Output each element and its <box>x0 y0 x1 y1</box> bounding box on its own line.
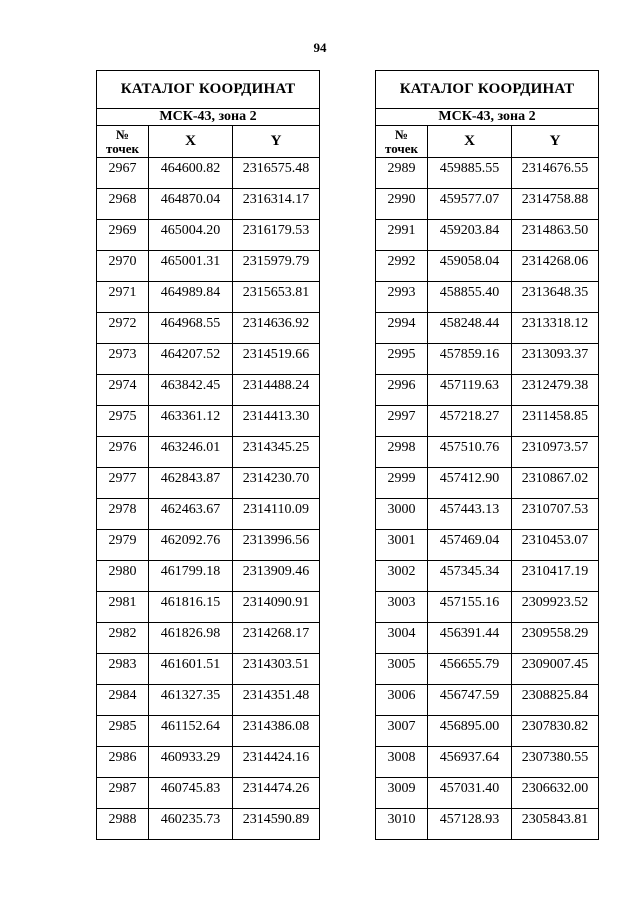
x-coordinate-cell: 456391.44 <box>428 623 512 654</box>
y-coordinate-cell: 2311458.85 <box>512 406 599 437</box>
point-number-cell: 3004 <box>376 623 428 654</box>
point-number-cell: 3001 <box>376 530 428 561</box>
table-row <box>97 685 320 716</box>
y-coordinate-cell: 2309923.52 <box>512 592 599 623</box>
point-number-cell: 2980 <box>97 561 149 592</box>
x-coordinate-cell: 457031.40 <box>428 778 512 809</box>
table-row <box>97 282 320 313</box>
x-coordinate-cell: 459203.84 <box>428 220 512 251</box>
table-row <box>97 220 320 251</box>
point-number-cell: 2971 <box>97 282 149 313</box>
y-coordinate-cell: 2314474.26 <box>233 778 320 809</box>
table-row <box>376 437 599 468</box>
column-header-points: точек <box>385 140 418 156</box>
table-row <box>376 406 599 437</box>
y-coordinate-cell: 2316575.48 <box>233 158 320 189</box>
table-row <box>376 530 599 561</box>
table-row <box>376 716 599 747</box>
x-coordinate-cell: 457412.90 <box>428 468 512 499</box>
x-coordinate-cell: 461816.15 <box>149 592 233 623</box>
table-row <box>376 282 599 313</box>
y-coordinate-cell: 2310973.57 <box>512 437 599 468</box>
point-number-cell: 3000 <box>376 499 428 530</box>
x-coordinate-cell: 460745.83 <box>149 778 233 809</box>
point-number-cell: 2972 <box>97 313 149 344</box>
x-coordinate-cell: 464600.82 <box>149 158 233 189</box>
x-coordinate-cell: 463842.45 <box>149 375 233 406</box>
y-coordinate-cell: 2307380.55 <box>512 747 599 778</box>
table-row <box>97 313 320 344</box>
x-coordinate-cell: 459577.07 <box>428 189 512 220</box>
column-header-number-sign: № <box>394 126 409 142</box>
y-coordinate-cell: 2312479.38 <box>512 375 599 406</box>
table-row <box>376 468 599 499</box>
y-coordinate-cell: 2314268.06 <box>512 251 599 282</box>
x-coordinate-cell: 458248.44 <box>428 313 512 344</box>
table-row <box>97 375 320 406</box>
table-row <box>376 561 599 592</box>
point-number-cell: 2979 <box>97 530 149 561</box>
column-header-x: X <box>428 126 512 158</box>
x-coordinate-cell: 457345.34 <box>428 561 512 592</box>
point-number-cell: 2991 <box>376 220 428 251</box>
x-coordinate-cell: 459885.55 <box>428 158 512 189</box>
column-header-y: Y <box>233 126 320 158</box>
coordinate-system-label: МСК-43, зона 2 <box>376 109 599 126</box>
coordinate-catalog-left <box>96 70 320 840</box>
x-coordinate-cell: 457218.27 <box>428 406 512 437</box>
y-coordinate-cell: 2314090.91 <box>233 592 320 623</box>
x-coordinate-cell: 456895.00 <box>428 716 512 747</box>
y-coordinate-cell: 2313648.35 <box>512 282 599 313</box>
x-coordinate-cell: 457443.13 <box>428 499 512 530</box>
y-coordinate-cell: 2314488.24 <box>233 375 320 406</box>
table-row <box>97 778 320 809</box>
table-row <box>97 344 320 375</box>
column-header-point-number <box>376 126 428 158</box>
point-number-cell: 2986 <box>97 747 149 778</box>
x-coordinate-cell: 457119.63 <box>428 375 512 406</box>
point-number-cell: 2977 <box>97 468 149 499</box>
x-coordinate-cell: 462092.76 <box>149 530 233 561</box>
catalog-title: КАТАЛОГ КООРДИНАТ <box>376 71 599 109</box>
y-coordinate-cell: 2314230.70 <box>233 468 320 499</box>
x-coordinate-cell: 456655.79 <box>428 654 512 685</box>
x-coordinate-cell: 461152.64 <box>149 716 233 747</box>
point-number-cell: 2976 <box>97 437 149 468</box>
column-header-point-number <box>97 126 149 158</box>
table-row <box>97 189 320 220</box>
table-row <box>376 809 599 840</box>
x-coordinate-cell: 462463.67 <box>149 499 233 530</box>
point-number-cell: 2973 <box>97 344 149 375</box>
point-number-cell: 3010 <box>376 809 428 840</box>
point-number-cell: 2989 <box>376 158 428 189</box>
column-header-points: точек <box>106 140 139 156</box>
point-number-cell: 2994 <box>376 313 428 344</box>
x-coordinate-cell: 456747.59 <box>428 685 512 716</box>
y-coordinate-cell: 2314758.88 <box>512 189 599 220</box>
x-coordinate-cell: 461826.98 <box>149 623 233 654</box>
y-coordinate-cell: 2314303.51 <box>233 654 320 685</box>
x-coordinate-cell: 457128.93 <box>428 809 512 840</box>
table-row <box>97 468 320 499</box>
y-coordinate-cell: 2305843.81 <box>512 809 599 840</box>
y-coordinate-cell: 2313318.12 <box>512 313 599 344</box>
x-coordinate-cell: 456937.64 <box>428 747 512 778</box>
table-row <box>376 778 599 809</box>
point-number-cell: 3006 <box>376 685 428 716</box>
x-coordinate-cell: 459058.04 <box>428 251 512 282</box>
point-number-cell: 2981 <box>97 592 149 623</box>
table-row <box>97 406 320 437</box>
table-row <box>376 592 599 623</box>
table-row <box>376 654 599 685</box>
coordinate-catalog-right <box>375 70 599 840</box>
y-coordinate-cell: 2306632.00 <box>512 778 599 809</box>
x-coordinate-cell: 457510.76 <box>428 437 512 468</box>
table-row <box>97 437 320 468</box>
y-coordinate-cell: 2314636.92 <box>233 313 320 344</box>
point-number-cell: 2968 <box>97 189 149 220</box>
point-number-cell: 2999 <box>376 468 428 499</box>
x-coordinate-cell: 464989.84 <box>149 282 233 313</box>
table-row <box>376 251 599 282</box>
y-coordinate-cell: 2310453.07 <box>512 530 599 561</box>
point-number-cell: 3009 <box>376 778 428 809</box>
x-coordinate-cell: 461799.18 <box>149 561 233 592</box>
point-number-cell: 2993 <box>376 282 428 313</box>
y-coordinate-cell: 2314110.09 <box>233 499 320 530</box>
y-coordinate-cell: 2310707.53 <box>512 499 599 530</box>
table-row <box>97 747 320 778</box>
point-number-cell: 3003 <box>376 592 428 623</box>
catalog-body <box>376 158 599 840</box>
point-number-cell: 2969 <box>97 220 149 251</box>
table-row <box>376 375 599 406</box>
y-coordinate-cell: 2308825.84 <box>512 685 599 716</box>
y-coordinate-cell: 2310867.02 <box>512 468 599 499</box>
point-number-cell: 2995 <box>376 344 428 375</box>
point-number-cell: 3007 <box>376 716 428 747</box>
y-coordinate-cell: 2315653.81 <box>233 282 320 313</box>
table-row <box>376 499 599 530</box>
table-row <box>97 158 320 189</box>
table-row <box>376 685 599 716</box>
y-coordinate-cell: 2310417.19 <box>512 561 599 592</box>
table-row <box>376 158 599 189</box>
y-coordinate-cell: 2316179.53 <box>233 220 320 251</box>
point-number-cell: 3008 <box>376 747 428 778</box>
point-number-cell: 2996 <box>376 375 428 406</box>
x-coordinate-cell: 464207.52 <box>149 344 233 375</box>
point-number-cell: 3005 <box>376 654 428 685</box>
point-number-cell: 2983 <box>97 654 149 685</box>
point-number-cell: 3002 <box>376 561 428 592</box>
point-number-cell: 2978 <box>97 499 149 530</box>
table-row <box>97 530 320 561</box>
y-coordinate-cell: 2314519.66 <box>233 344 320 375</box>
table-row <box>97 654 320 685</box>
y-coordinate-cell: 2314386.08 <box>233 716 320 747</box>
point-number-cell: 2974 <box>97 375 149 406</box>
table-row <box>376 220 599 251</box>
table-row <box>97 499 320 530</box>
x-coordinate-cell: 457155.16 <box>428 592 512 623</box>
x-coordinate-cell: 462843.87 <box>149 468 233 499</box>
point-number-cell: 2997 <box>376 406 428 437</box>
y-coordinate-cell: 2314424.16 <box>233 747 320 778</box>
table-row <box>97 809 320 840</box>
y-coordinate-cell: 2313996.56 <box>233 530 320 561</box>
x-coordinate-cell: 464870.04 <box>149 189 233 220</box>
point-number-cell: 2985 <box>97 716 149 747</box>
y-coordinate-cell: 2314351.48 <box>233 685 320 716</box>
y-coordinate-cell: 2315979.79 <box>233 251 320 282</box>
point-number-cell: 2998 <box>376 437 428 468</box>
point-number-cell: 2970 <box>97 251 149 282</box>
y-coordinate-cell: 2313909.46 <box>233 561 320 592</box>
x-coordinate-cell: 465004.20 <box>149 220 233 251</box>
point-number-cell: 2982 <box>97 623 149 654</box>
column-header-x: X <box>149 126 233 158</box>
y-coordinate-cell: 2309007.45 <box>512 654 599 685</box>
x-coordinate-cell: 457859.16 <box>428 344 512 375</box>
table-row <box>97 251 320 282</box>
y-coordinate-cell: 2314413.30 <box>233 406 320 437</box>
point-number-cell: 2984 <box>97 685 149 716</box>
catalog-title: КАТАЛОГ КООРДИНАТ <box>97 71 320 109</box>
y-coordinate-cell: 2314590.89 <box>233 809 320 840</box>
table-row <box>97 716 320 747</box>
table-row <box>97 592 320 623</box>
point-number-cell: 2967 <box>97 158 149 189</box>
y-coordinate-cell: 2316314.17 <box>233 189 320 220</box>
x-coordinate-cell: 463246.01 <box>149 437 233 468</box>
coordinate-system-label: МСК-43, зона 2 <box>97 109 320 126</box>
point-number-cell: 2992 <box>376 251 428 282</box>
x-coordinate-cell: 463361.12 <box>149 406 233 437</box>
page-number: 94 <box>313 40 327 55</box>
column-header-y: Y <box>512 126 599 158</box>
x-coordinate-cell: 457469.04 <box>428 530 512 561</box>
point-number-cell: 2988 <box>97 809 149 840</box>
y-coordinate-cell: 2313093.37 <box>512 344 599 375</box>
x-coordinate-cell: 465001.31 <box>149 251 233 282</box>
table-row <box>376 623 599 654</box>
y-coordinate-cell: 2314863.50 <box>512 220 599 251</box>
x-coordinate-cell: 461327.35 <box>149 685 233 716</box>
x-coordinate-cell: 461601.51 <box>149 654 233 685</box>
table-row <box>97 561 320 592</box>
table-row <box>376 189 599 220</box>
x-coordinate-cell: 460235.73 <box>149 809 233 840</box>
x-coordinate-cell: 464968.55 <box>149 313 233 344</box>
x-coordinate-cell: 458855.40 <box>428 282 512 313</box>
y-coordinate-cell: 2309558.29 <box>512 623 599 654</box>
column-header-number-sign: № <box>115 126 130 142</box>
table-row <box>97 623 320 654</box>
point-number-cell: 2987 <box>97 778 149 809</box>
table-row <box>376 747 599 778</box>
point-number-cell: 2990 <box>376 189 428 220</box>
table-row <box>376 313 599 344</box>
y-coordinate-cell: 2314676.55 <box>512 158 599 189</box>
table-row <box>376 344 599 375</box>
point-number-cell: 2975 <box>97 406 149 437</box>
x-coordinate-cell: 460933.29 <box>149 747 233 778</box>
y-coordinate-cell: 2314345.25 <box>233 437 320 468</box>
y-coordinate-cell: 2307830.82 <box>512 716 599 747</box>
catalog-body <box>97 158 320 840</box>
y-coordinate-cell: 2314268.17 <box>233 623 320 654</box>
